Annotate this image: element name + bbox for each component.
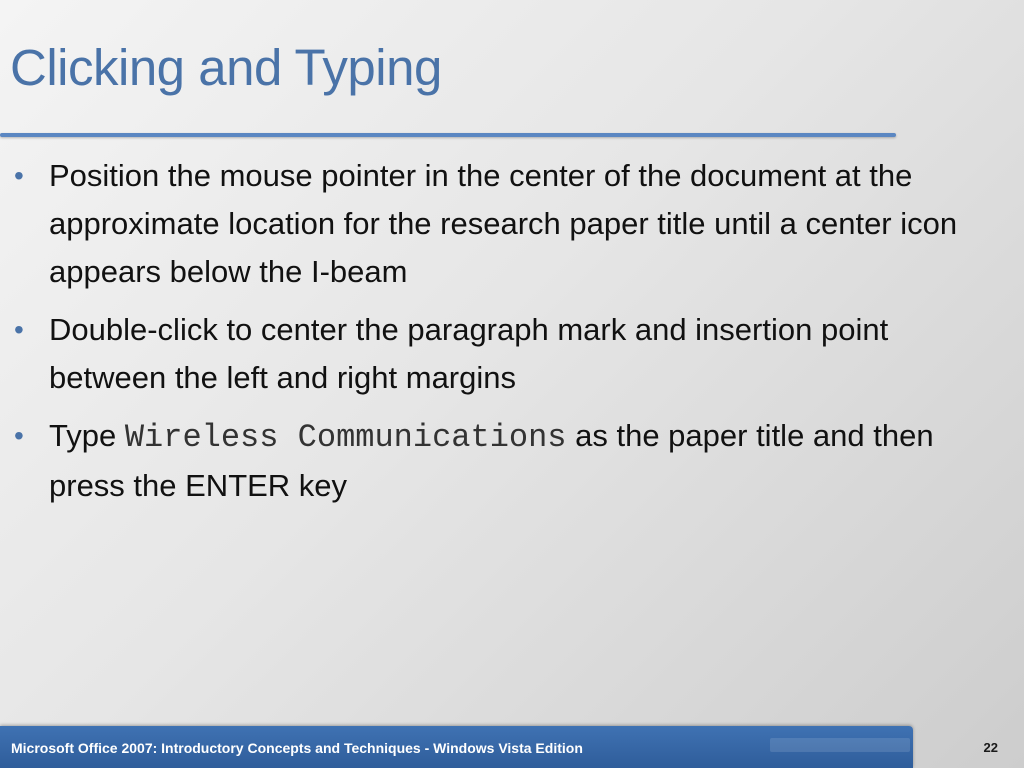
slide-number: 22: [983, 740, 998, 755]
bullet-text-prefix: Type: [49, 418, 125, 453]
footer-caption: Microsoft Office 2007: Introductory Concepts and Techniques - Windows Vista Edition: [11, 740, 583, 756]
typed-title-code: Wireless Communications: [124, 419, 567, 456]
bullet-text: Double-click to center the paragraph mark and insertion point between the left and right margins: [49, 312, 889, 395]
bullet-list: [14, 152, 974, 520]
bullet-text: Position the mouse pointer in the center of the document at the approximate location for the research paper title until a center icon appears below the I-beam: [49, 158, 958, 289]
bullet-dot-icon: •: [14, 314, 24, 345]
bullet-item: [14, 412, 974, 510]
slide-title: Clicking and Typing: [10, 39, 442, 96]
title-divider: [0, 133, 896, 137]
bullet-dot-icon: •: [14, 420, 24, 451]
bullet-item: [14, 152, 974, 296]
bullet-text-suffix: as the paper title and then press the ENTER key: [49, 418, 934, 503]
bullet-item: [14, 306, 974, 402]
bullet-dot-icon: •: [14, 160, 24, 191]
